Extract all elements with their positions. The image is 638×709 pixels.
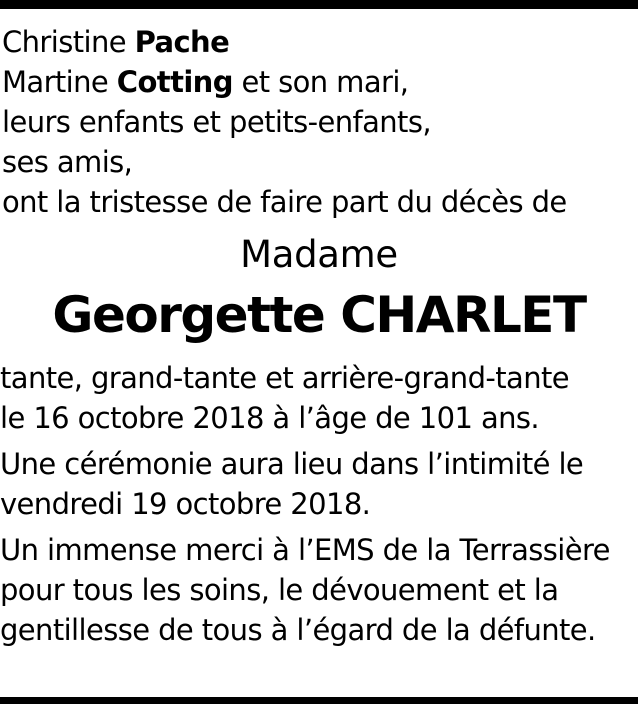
relationship-and-date-paragraph bbox=[0, 358, 638, 438]
first-name: Martine bbox=[2, 65, 109, 99]
family-line-suffix: et son mari, bbox=[232, 65, 409, 99]
family-line-friends: ses amis, bbox=[2, 145, 133, 179]
bottom-border-rule bbox=[0, 697, 638, 704]
last-name: Cotting bbox=[116, 65, 233, 99]
ceremony-paragraph bbox=[0, 444, 638, 524]
obituary-notice bbox=[0, 22, 638, 650]
paragraph-line: Une cérémonie aura lieu dans l’intimité le bbox=[0, 447, 584, 481]
last-name: Pache bbox=[134, 25, 230, 59]
family-line-christine bbox=[2, 22, 638, 62]
announcement-line: ont la tristesse de faire part du décès de bbox=[2, 185, 567, 219]
first-name: Christine bbox=[2, 25, 126, 59]
paragraph-line: vendredi 19 octobre 2018. bbox=[0, 487, 371, 521]
paragraph-line: pour tous les soins, le dévouement et la bbox=[0, 573, 559, 607]
deceased-name: Georgette CHARLET bbox=[52, 286, 586, 344]
family-line-children: leurs enfants et petits-enfants, bbox=[2, 105, 431, 139]
paragraph-line: tante, grand-tante et arrière-grand-tante bbox=[0, 361, 569, 395]
top-border-rule bbox=[0, 0, 638, 9]
paragraph-line: gentillesse de tous à l’égard de la défunte. bbox=[0, 613, 596, 647]
deceased-title: Madame bbox=[240, 233, 398, 276]
family-line-martine bbox=[2, 62, 638, 102]
paragraph-line: le 16 octobre 2018 à l’âge de 101 ans. bbox=[0, 401, 540, 435]
thanks-paragraph bbox=[0, 530, 638, 650]
paragraph-line: Un immense merci à l’EMS de la Terrassière bbox=[0, 533, 610, 567]
family-announcement bbox=[0, 22, 638, 222]
